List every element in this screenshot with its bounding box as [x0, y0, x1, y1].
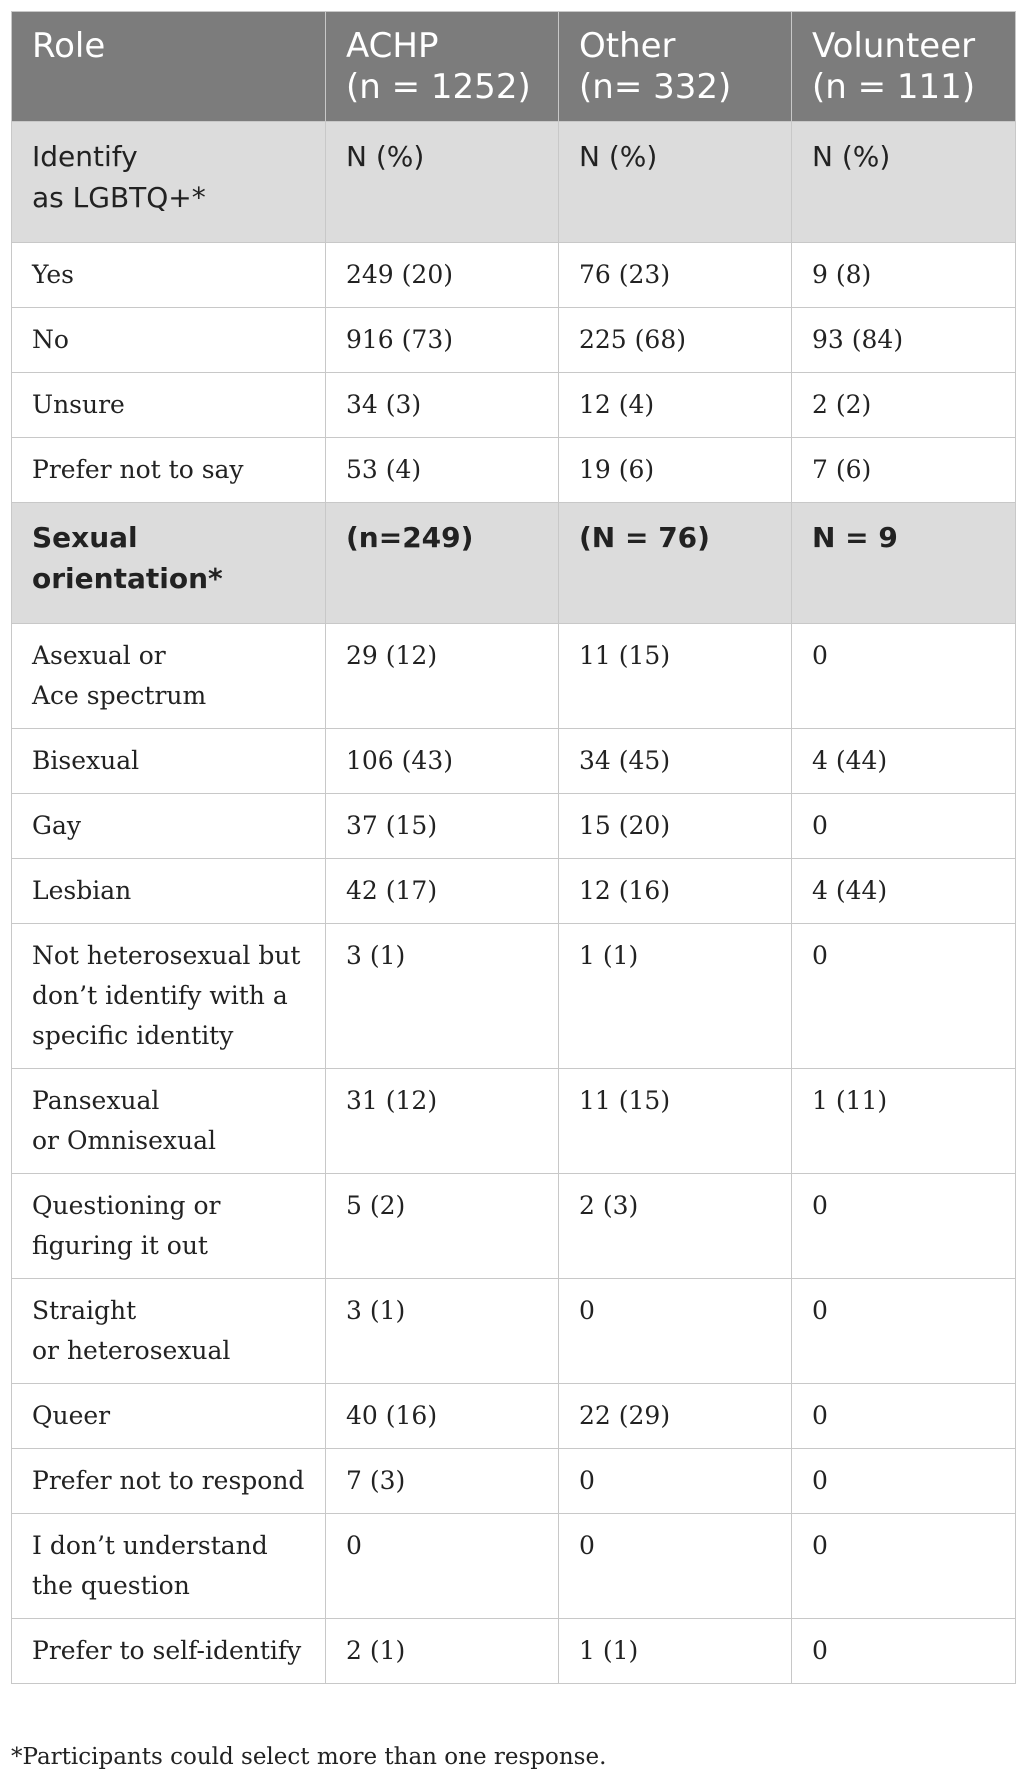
cell-volunteer: 0 [792, 1449, 1016, 1514]
row-label: Straight or heterosexual [12, 1279, 326, 1384]
section-orientation-volunteer: N = 9 [792, 503, 1016, 624]
cell-volunteer: 4 (44) [792, 859, 1016, 924]
row-label: Gay [12, 794, 326, 859]
section-header-lgbtq [12, 122, 1016, 243]
cell-volunteer: 0 [792, 1279, 1016, 1384]
row-label: Not heterosexual but don’t identify with a specific identity [12, 924, 326, 1069]
table-row [12, 1619, 1016, 1684]
cell-volunteer: 9 (8) [792, 243, 1016, 308]
section-label-orientation: Sexual orientation* [12, 503, 326, 624]
section-label-lgbtq: Identify as LGBTQ+* [12, 122, 326, 243]
cell-other: 34 (45) [559, 729, 792, 794]
table-footnote: *Participants could select more than one response. [11, 1744, 607, 1770]
header-volunteer: Volunteer (n = 111) [792, 12, 1016, 122]
header-achp: ACHP (n = 1252) [326, 12, 559, 122]
cell-volunteer: 93 (84) [792, 308, 1016, 373]
cell-achp: 7 (3) [326, 1449, 559, 1514]
header-other: Other (n= 332) [559, 12, 792, 122]
cell-achp: 31 (12) [326, 1069, 559, 1174]
cell-achp: 42 (17) [326, 859, 559, 924]
section-header-orientation [12, 503, 1016, 624]
cell-other: 12 (4) [559, 373, 792, 438]
row-label: Yes [12, 243, 326, 308]
cell-achp: 37 (15) [326, 794, 559, 859]
cell-achp: 34 (3) [326, 373, 559, 438]
table-row [12, 1279, 1016, 1384]
cell-achp: 2 (1) [326, 1619, 559, 1684]
cell-achp: 106 (43) [326, 729, 559, 794]
cell-other: 11 (15) [559, 1069, 792, 1174]
cell-volunteer: 0 [792, 1619, 1016, 1684]
cell-volunteer: 0 [792, 1514, 1016, 1619]
row-label: Questioning or figuring it out [12, 1174, 326, 1279]
table-row [12, 794, 1016, 859]
table-row [12, 1449, 1016, 1514]
cell-other: 0 [559, 1279, 792, 1384]
row-label: Asexual or Ace spectrum [12, 624, 326, 729]
section-lgbtq-other: N (%) [559, 122, 792, 243]
cell-other: 22 (29) [559, 1384, 792, 1449]
row-label: I don’t understand the question [12, 1514, 326, 1619]
cell-volunteer: 2 (2) [792, 373, 1016, 438]
table-row [12, 373, 1016, 438]
cell-achp: 0 [326, 1514, 559, 1619]
cell-achp: 3 (1) [326, 924, 559, 1069]
row-label: Unsure [12, 373, 326, 438]
cell-volunteer: 4 (44) [792, 729, 1016, 794]
row-label: No [12, 308, 326, 373]
table-row [12, 1069, 1016, 1174]
cell-volunteer: 0 [792, 624, 1016, 729]
demographics-table [11, 11, 1016, 1684]
table-row [12, 308, 1016, 373]
demographics-table-container [11, 11, 1015, 1684]
section-orientation-achp: (n=249) [326, 503, 559, 624]
table-row [12, 438, 1016, 503]
cell-other: 1 (1) [559, 924, 792, 1069]
row-label: Lesbian [12, 859, 326, 924]
cell-achp: 249 (20) [326, 243, 559, 308]
table-row [12, 924, 1016, 1069]
header-role: Role [12, 12, 326, 122]
row-label: Queer [12, 1384, 326, 1449]
row-label: Prefer to self-identify [12, 1619, 326, 1684]
cell-other: 19 (6) [559, 438, 792, 503]
row-label: Bisexual [12, 729, 326, 794]
row-label: Prefer not to respond [12, 1449, 326, 1514]
cell-other: 225 (68) [559, 308, 792, 373]
cell-achp: 916 (73) [326, 308, 559, 373]
table-row [12, 729, 1016, 794]
table-row [12, 859, 1016, 924]
cell-other: 12 (16) [559, 859, 792, 924]
cell-other: 0 [559, 1449, 792, 1514]
cell-achp: 5 (2) [326, 1174, 559, 1279]
table-header-row [12, 12, 1016, 122]
cell-volunteer: 0 [792, 924, 1016, 1069]
table-row [12, 624, 1016, 729]
cell-volunteer: 7 (6) [792, 438, 1016, 503]
section-orientation-rows [12, 624, 1016, 1684]
cell-other: 76 (23) [559, 243, 792, 308]
section-lgbtq-achp: N (%) [326, 122, 559, 243]
cell-volunteer: 0 [792, 1384, 1016, 1449]
cell-achp: 3 (1) [326, 1279, 559, 1384]
section-orientation-other: (N = 76) [559, 503, 792, 624]
cell-other: 0 [559, 1514, 792, 1619]
section-lgbtq-volunteer: N (%) [792, 122, 1016, 243]
cell-achp: 40 (16) [326, 1384, 559, 1449]
row-label: Pansexual or Omnisexual [12, 1069, 326, 1174]
cell-other: 11 (15) [559, 624, 792, 729]
cell-volunteer: 0 [792, 794, 1016, 859]
cell-other: 2 (3) [559, 1174, 792, 1279]
cell-achp: 29 (12) [326, 624, 559, 729]
cell-volunteer: 0 [792, 1174, 1016, 1279]
row-label: Prefer not to say [12, 438, 326, 503]
table-row [12, 1384, 1016, 1449]
table-row [12, 1514, 1016, 1619]
cell-other: 15 (20) [559, 794, 792, 859]
cell-volunteer: 1 (11) [792, 1069, 1016, 1174]
table-row [12, 243, 1016, 308]
cell-other: 1 (1) [559, 1619, 792, 1684]
cell-achp: 53 (4) [326, 438, 559, 503]
section-lgbtq-rows [12, 243, 1016, 503]
table-row [12, 1174, 1016, 1279]
